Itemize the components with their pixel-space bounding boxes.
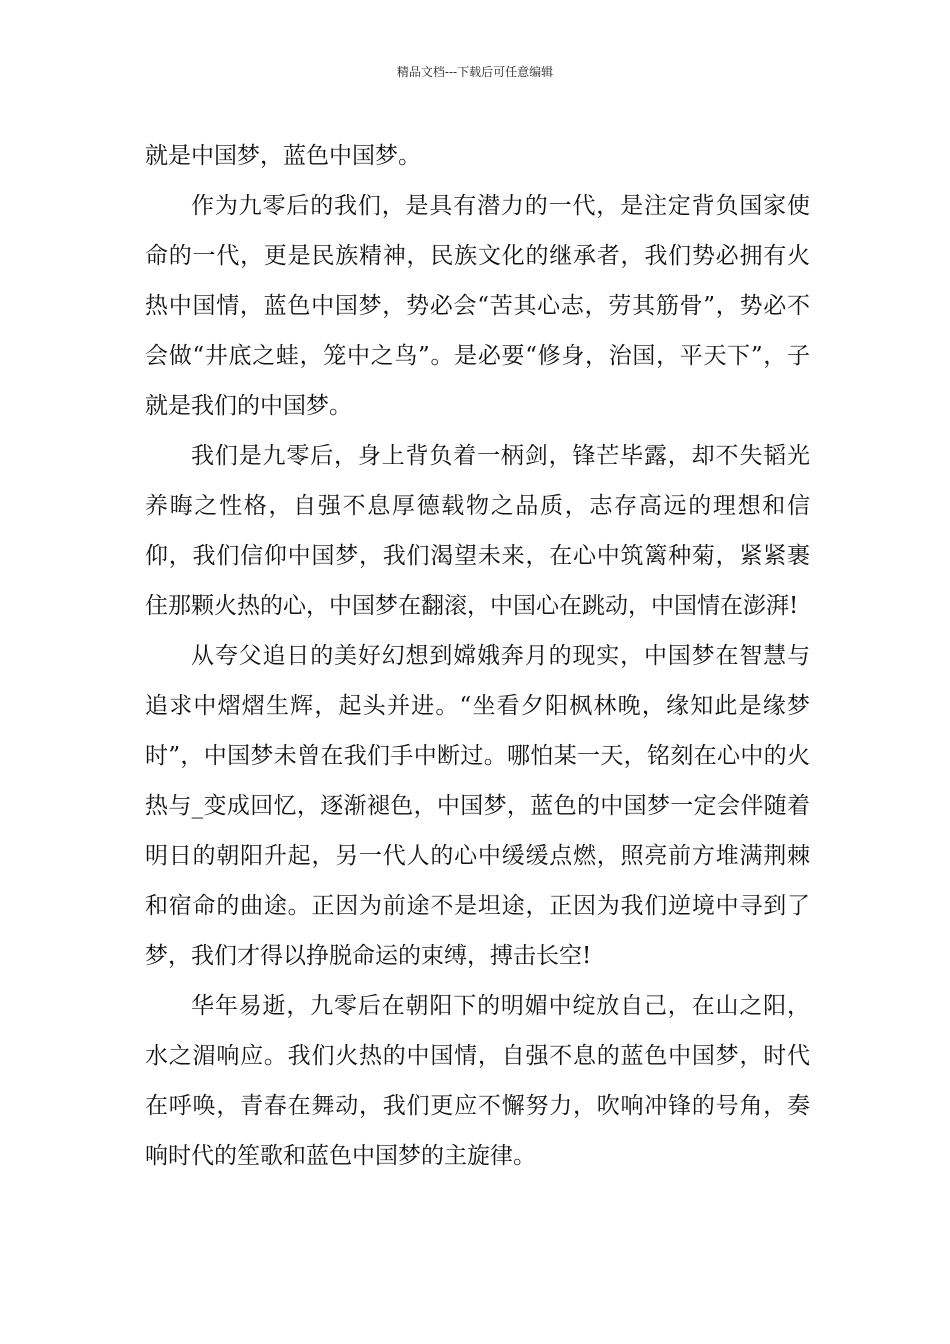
paragraph-continuation: 就是中国梦，蓝色中国梦。: [145, 143, 421, 169]
document-body: [145, 131, 810, 1181]
paragraph: 从夸父追日的美好幻想到嫦娥奔月的现实，中国梦在智慧与追求中熠熠生辉，起头并进。“坐看夕阳枫林晚，缘知此是缘梦时”，中国梦未曾在我们手中断过。哪怕某一天，铭刻在心中的火热与_变成回忆，逐渐褪色，中国梦，蓝色的中国梦一定会伴随着明日的朝阳升起，另一代人的心中缓缓点燃，照亮前方堆满荆棘和宿命的曲途。正因为前途不是坦途，正因为我们逆境中寻到了梦，我们才得以挣脱命运的束缚，搏击长空!: [145, 643, 810, 969]
paragraph: 华年易逝，九零后在朝阳下的明媚中绽放自己，在山之阳，水之湄响应。我们火热的中国情，自强不息的蓝色中国梦，时代在呼唤，青春在舞动，我们更应不懈努力，吹响冲锋的号角，奏响时代的笙歌和蓝色中国梦的主旋律。: [145, 993, 810, 1169]
page-header: 精品文档---下载后可任意编辑: [396, 65, 554, 79]
paragraph: 我们是九零后，身上背负着一柄剑，锋芒毕露，却不失韬光养晦之性格，自强不息厚德载物之品质，志存高远的理想和信仰，我们信仰中国梦，我们渴望未来，在心中筑篱种菊，紧紧裹住那颗火热的心，中国梦在翻滚，中国心在跳动，中国情在澎湃!: [145, 443, 810, 619]
paragraph: 作为九零后的我们，是具有潜力的一代，是注定背负国家使命的一代，更是民族精神，民族文化的继承者，我们势必拥有火热中国情，蓝色中国梦，势必会“苦其心志，劳其筋骨”，势必不会做“井底之蛙，笼中之鸟”。是必要“修身，治国，平天下”，子就是我们的中国梦。: [145, 193, 810, 419]
